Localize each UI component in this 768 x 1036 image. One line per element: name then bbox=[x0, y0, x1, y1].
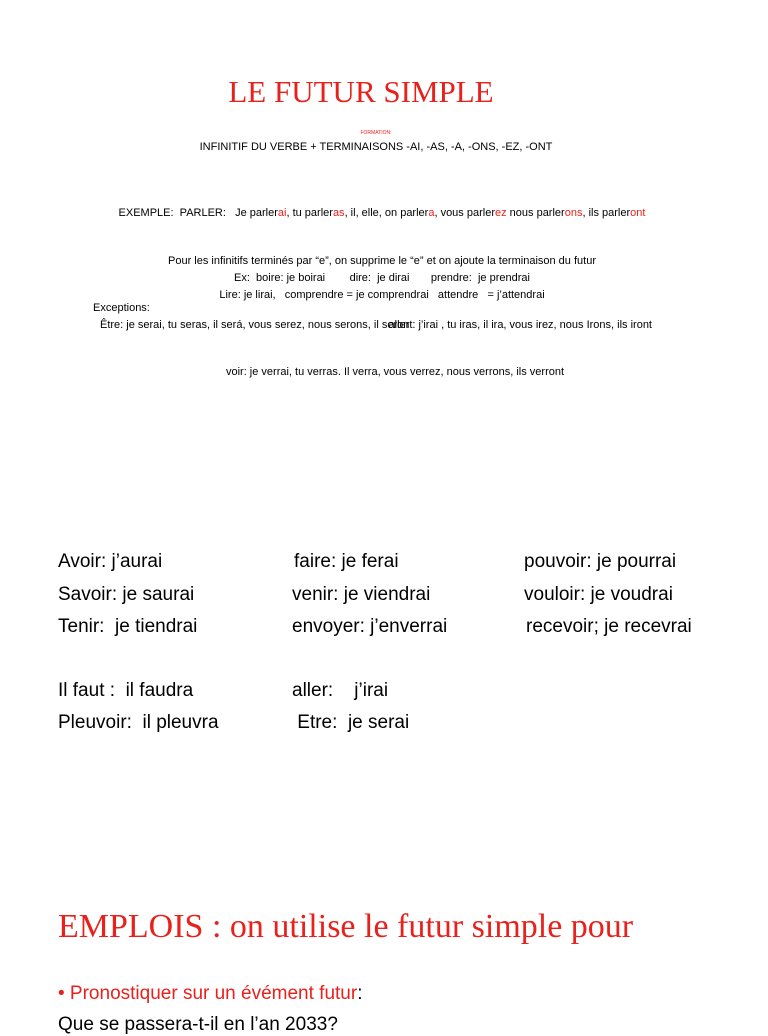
example-vous: , vous parler bbox=[434, 207, 495, 219]
rule-line: Ex: boire: je boirai dire: je dirai prendre: je prendrai bbox=[234, 272, 530, 284]
example-conjugation bbox=[112, 206, 652, 221]
formation-rule: INFINITIF DU VERBE + TERMINAISONS -AI, -AS, -A, -ONS, -EZ, -ONT bbox=[199, 141, 553, 153]
irregular-verb: Etre: je serai bbox=[292, 712, 410, 733]
example-intro: EXEMPLE: PARLER: bbox=[118, 207, 236, 219]
example-il-ending: a bbox=[428, 207, 435, 219]
formation-label: FORMATION: bbox=[360, 130, 392, 136]
bullet-icon: • bbox=[58, 983, 65, 1004]
rule-line: Pour les infinitifs terminés par “e”, on supprime le “e” et on ajoute la terminaison du futur bbox=[168, 255, 596, 267]
page-title: LE FUTUR SIMPLE bbox=[228, 74, 494, 109]
example-ils: , ils parler bbox=[582, 207, 631, 219]
bullet-colon: : bbox=[357, 983, 363, 1004]
exception-etre: Être: je serai, tu seras, il será, vous serez, nous serons, il seront bbox=[100, 319, 413, 331]
bullet-text: Pronostiquer sur un évément futur bbox=[64, 983, 358, 1004]
irregular-verb: recevoir; je recevrai bbox=[526, 616, 692, 637]
example-vous-ending: ez bbox=[494, 207, 507, 219]
irregular-verb: Tenir: je tiendrai bbox=[58, 616, 198, 637]
example-tu-ending: as bbox=[332, 207, 345, 219]
example-il: , il, elle, on parler bbox=[344, 207, 429, 219]
emplois-example-line: Que se passera-t-il en l’an 2033? bbox=[58, 1014, 338, 1035]
irregular-verb: Pleuvoir: il pleuvra bbox=[58, 712, 219, 733]
exceptions-label: Exceptions: bbox=[93, 302, 150, 314]
irregular-verb: Avoir: j’aurai bbox=[58, 551, 163, 572]
rule-line: Lire: je lirai, comprendre = je comprendrai attendre = j’attendrai bbox=[219, 289, 545, 301]
irregular-verb: vouloir: je voudrai bbox=[524, 584, 673, 605]
example-nous-ending: ons bbox=[564, 207, 583, 219]
irregular-verb: venir: je viendrai bbox=[292, 584, 431, 605]
example-ils-ending: ont bbox=[630, 207, 646, 219]
irregular-verb: pouvoir: je pourrai bbox=[524, 551, 677, 572]
example-je-ending: ai bbox=[277, 207, 287, 219]
irregular-verb: aller: j’irai bbox=[292, 680, 389, 701]
infinitive-e-rule bbox=[0, 253, 764, 304]
irregular-verb: faire: je ferai bbox=[294, 551, 399, 572]
example-nous: nous parler bbox=[506, 207, 565, 219]
irregular-verb: Savoir: je saurai bbox=[58, 584, 195, 605]
example-tu: , tu parler bbox=[286, 207, 333, 219]
emplois-bullet bbox=[58, 983, 362, 1005]
example-je: Je parler bbox=[235, 207, 278, 219]
irregular-verb: Il faut : il faudra bbox=[58, 680, 194, 701]
irregular-verb: envoyer: j’enverrai bbox=[292, 616, 448, 637]
exception-voir: voir: je verrai, tu verras. Il verra, vous verrez, nous verrons, ils verront bbox=[225, 366, 565, 378]
exception-aller: aller : j’irai , tu iras, il ira, vous irez, nous Irons, ils iront bbox=[388, 319, 652, 331]
emplois-heading: EMPLOIS : on utilise le futur simple pour bbox=[58, 908, 634, 945]
